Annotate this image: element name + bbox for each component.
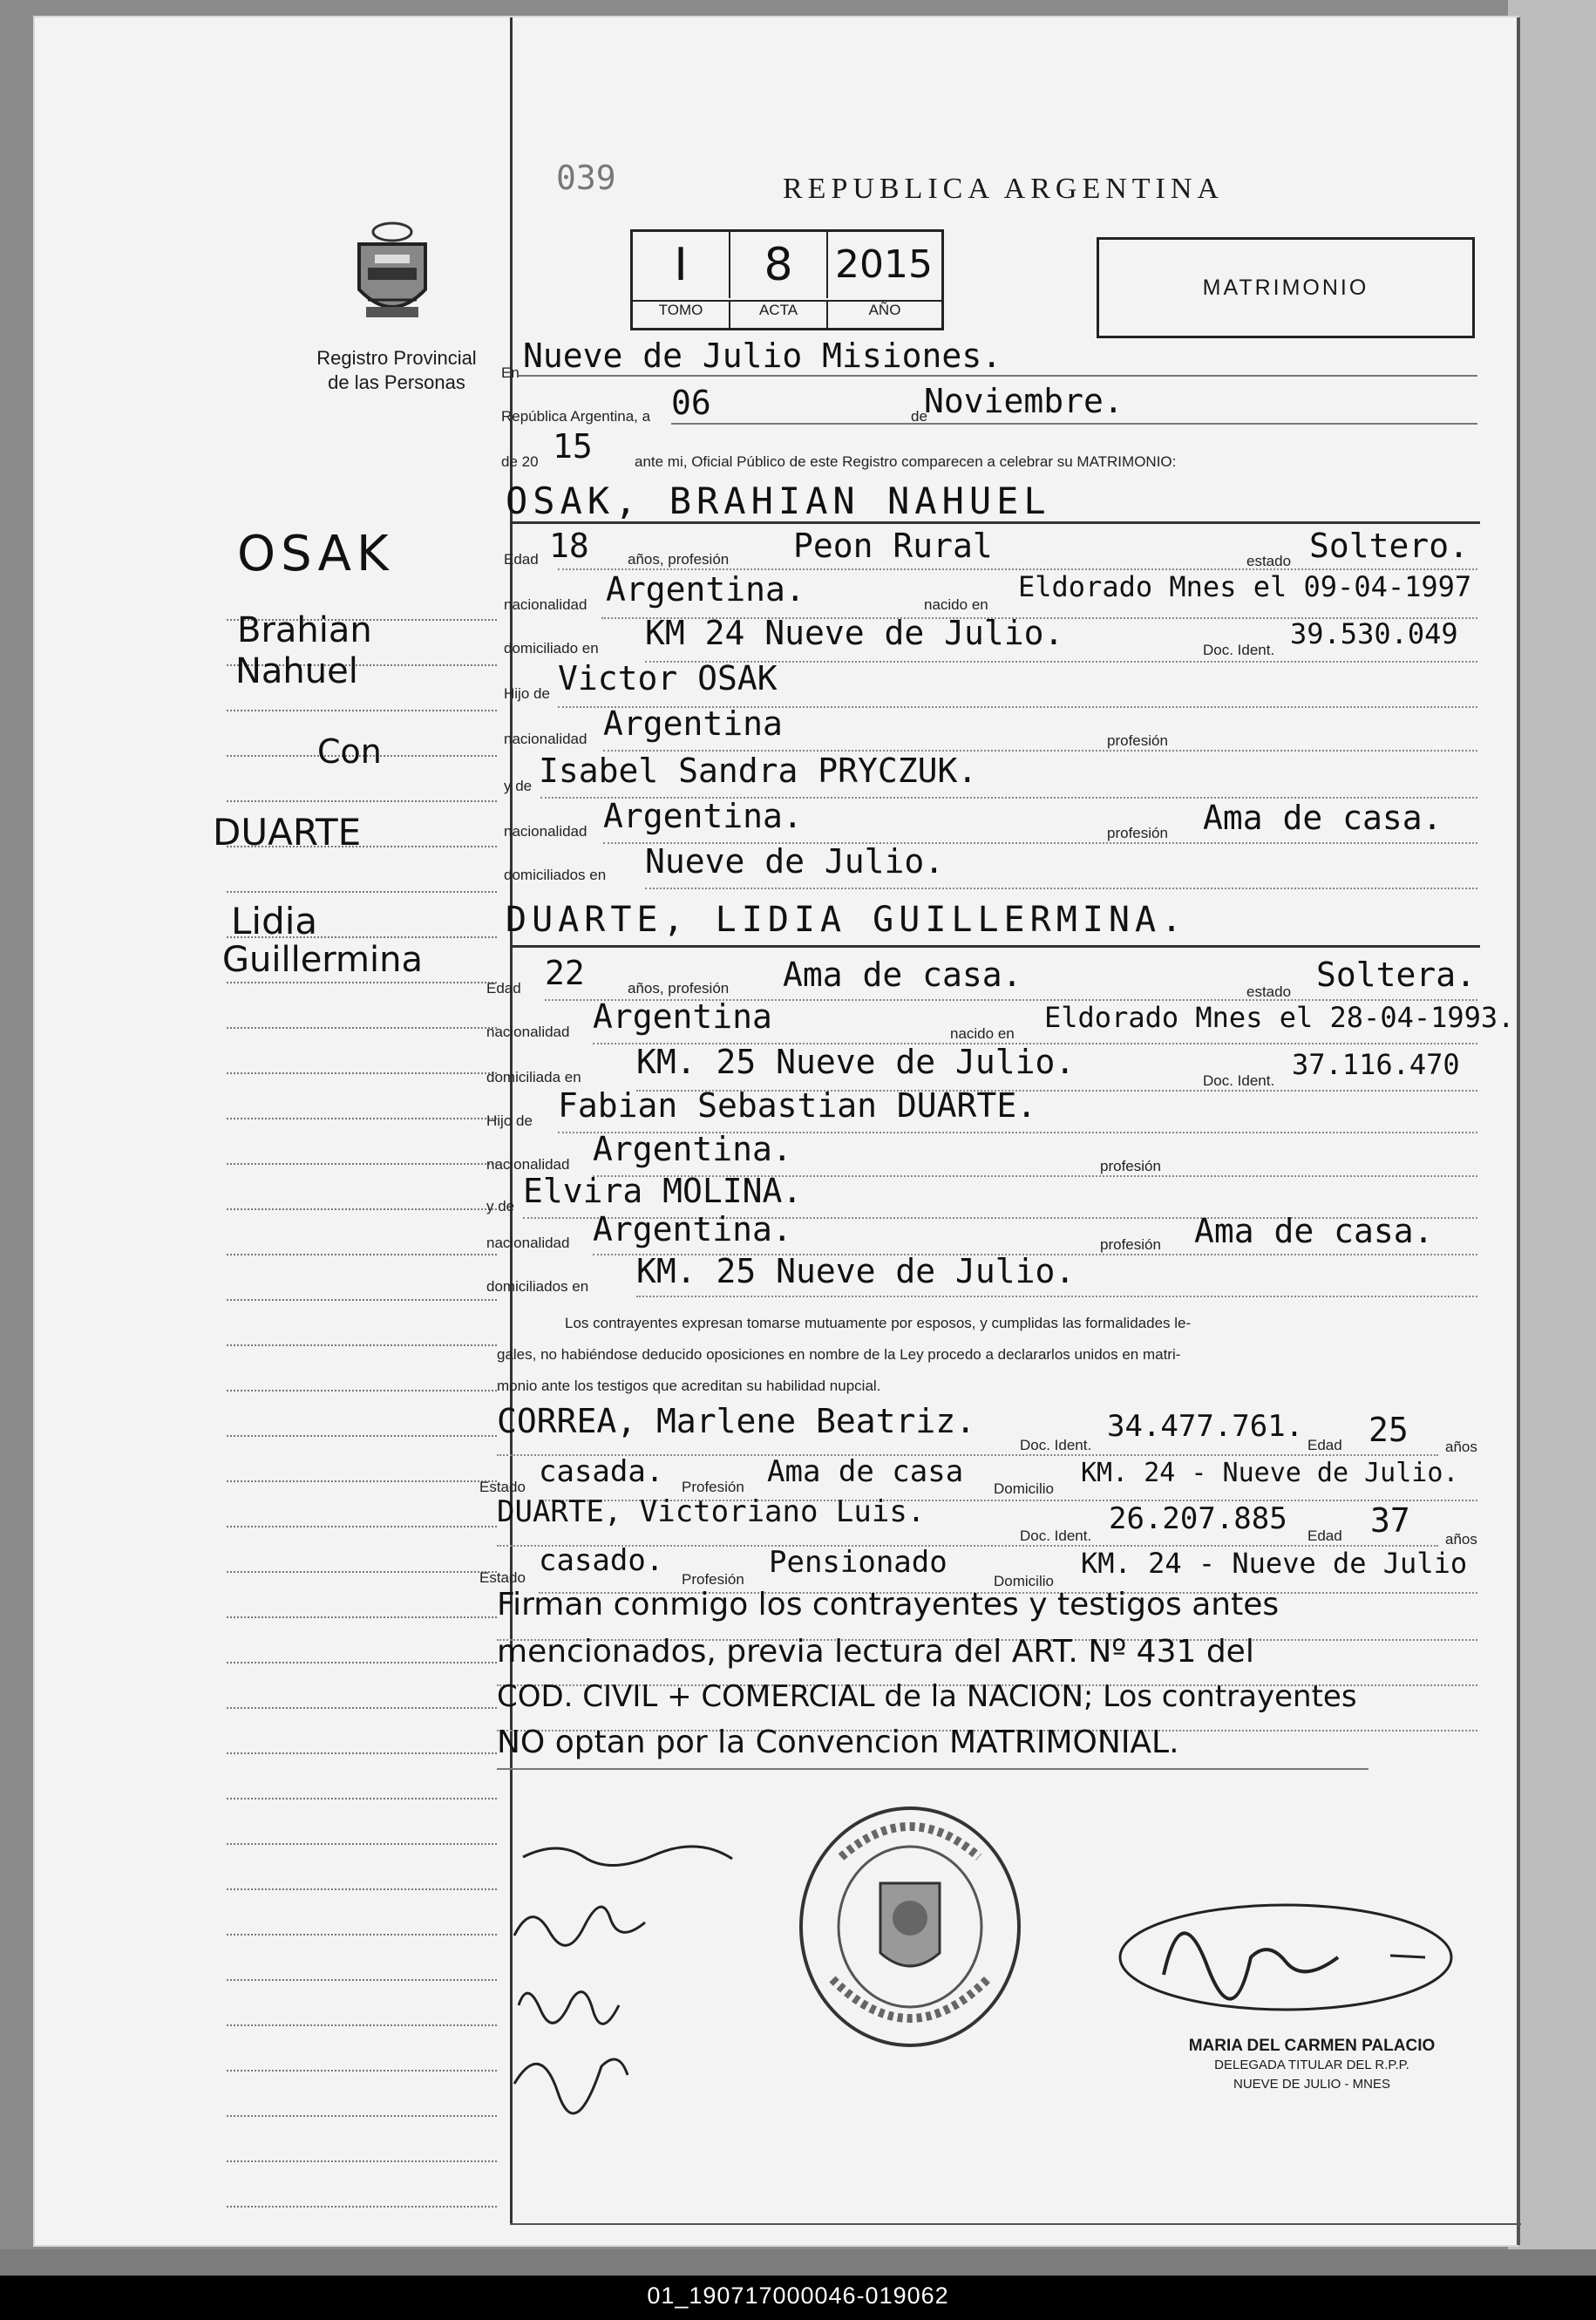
registry-label-line2: de las Personas xyxy=(328,371,465,393)
margin-dotted-line xyxy=(227,1526,497,1527)
act-type-box: MATRIMONIO xyxy=(1097,237,1475,338)
notes-line3: COD. CIVIL + COMERCIAL de la NACION; Los contrayentes xyxy=(497,1679,1357,1714)
witness2-domicile: KM. 24 - Nueve de Julio xyxy=(1081,1547,1468,1580)
bride-profession: Ama de casa. xyxy=(783,956,1022,994)
background-bottom xyxy=(0,2249,1596,2276)
groom-mother-prof-label: profesión xyxy=(1107,825,1168,841)
witness1-age: 25 xyxy=(1368,1411,1409,1449)
background-right xyxy=(1508,0,1596,2320)
margin-dotted-line xyxy=(227,2206,497,2208)
witness1-status: casada. xyxy=(539,1454,664,1489)
bride-nac-label: nacionalidad xyxy=(486,1024,570,1040)
margin-firstname-bride: Lidia xyxy=(231,900,318,942)
groom-estado-label: estado xyxy=(1246,553,1292,569)
witness2-status: casado. xyxy=(539,1543,664,1578)
rule xyxy=(645,888,1477,889)
witness2-name: DUARTE, Victoriano Luis. xyxy=(497,1494,926,1529)
witness1-name: CORREA, Marlene Beatriz. xyxy=(497,1402,976,1440)
witness1-dom-label: Domicilio xyxy=(994,1480,1054,1497)
margin-surname-bride: DUARTE xyxy=(213,811,362,854)
declaration-line3: monio ante los testigos que acreditan su habilidad nupcial. xyxy=(497,1378,881,1394)
margin-dotted-line xyxy=(227,2115,497,2117)
groom-doc: 39.530.049 xyxy=(1290,617,1458,650)
margin-dotted-line xyxy=(227,1254,497,1255)
bride-hijo-label: Hijo de xyxy=(486,1112,533,1129)
groom-dom-label: domiciliado en xyxy=(504,640,599,657)
groom-father-nationality: Argentina xyxy=(603,704,783,743)
official-name: MARIA DEL CARMEN PALACIO xyxy=(1188,2037,1436,2055)
coat-of-arms-logo xyxy=(349,220,436,329)
bride-anos-label: años, profesión xyxy=(628,980,730,997)
witness2-profession: Pensionado xyxy=(769,1545,947,1580)
document-page xyxy=(35,17,1517,2245)
margin-dotted-line xyxy=(227,1888,497,1890)
bride-father: Fabian Sebastian DUARTE. xyxy=(558,1086,1037,1125)
margin-dotted-line xyxy=(227,1752,497,1754)
bride-father-nationality: Argentina. xyxy=(593,1130,792,1168)
rule xyxy=(497,1768,1368,1770)
registry-label xyxy=(296,346,497,395)
notes-line1: Firman conmigo los contrayentes y testigos antes xyxy=(497,1587,1280,1623)
margin-con: Con xyxy=(317,732,382,771)
intro-sentence: ante mi, Oficial Público de este Registro comparecen a celebrar su MATRIMONIO: xyxy=(635,453,1177,470)
bride-born: Eldorado Mnes el 28-04-1993. xyxy=(1044,1001,1515,1034)
declaration-line1: Los contrayentes expresan tomarse mutuamente por esposos, y cumplidas las formalidades le- xyxy=(565,1315,1192,1331)
groom-parents-domicile: Nueve de Julio. xyxy=(645,842,945,881)
margin-dotted-line xyxy=(227,1299,497,1301)
bride-age: 22 xyxy=(545,954,585,992)
groom-anos-label: años, profesión xyxy=(628,551,730,568)
groom-father-prof-label: profesión xyxy=(1107,732,1168,749)
groom-nac-label: nacionalidad xyxy=(504,596,587,613)
witness1-estado-label: Estado xyxy=(479,1479,526,1495)
margin-dotted-line xyxy=(227,1118,497,1119)
year-label: de 20 xyxy=(501,453,539,470)
ano-label: AÑO xyxy=(828,300,941,328)
margin-dotted-line xyxy=(227,1934,497,1936)
page-bottom-border xyxy=(510,2223,1521,2225)
acta-value: 8 xyxy=(764,239,793,291)
official-stamp-text xyxy=(1168,2037,1456,2094)
margin-dotted-line xyxy=(227,1027,497,1029)
margin-dotted-line xyxy=(227,1798,497,1800)
groom-father-nac-label: nacionalidad xyxy=(504,731,587,747)
groom-mother-nationality: Argentina. xyxy=(603,797,803,835)
margin-dotted-line xyxy=(227,1435,497,1437)
en-label: En xyxy=(501,364,520,381)
rule xyxy=(513,945,1480,948)
groom-name: OSAK, BRAHIAN NAHUEL xyxy=(506,480,1051,522)
rule xyxy=(519,375,1477,377)
bride-mother-nac-label: nacionalidad xyxy=(486,1235,570,1251)
official-title: DELEGADA TITULAR DEL R.P.P. xyxy=(1214,2058,1409,2072)
bride-mother-prof-label: profesión xyxy=(1100,1236,1161,1253)
witness2-prof-label: Profesión xyxy=(682,1571,744,1588)
margin-dotted-line xyxy=(227,1571,497,1573)
groom-yde-label: y de xyxy=(504,778,533,794)
bride-status: Soltera. xyxy=(1316,956,1477,994)
margin-dotted-line xyxy=(227,2070,497,2072)
groom-father: Victor OSAK xyxy=(558,659,778,697)
ano-cell xyxy=(828,232,940,298)
margin-dotted-line xyxy=(227,1616,497,1618)
groom-profession: Peon Rural xyxy=(793,527,993,565)
witness1-prof-label: Profesión xyxy=(682,1479,744,1495)
witness2-estado-label: Estado xyxy=(479,1569,526,1586)
margin-dotted-line xyxy=(227,1843,497,1845)
bride-mother: Elvira MOLINA. xyxy=(523,1172,803,1210)
month-value: Noviembre. xyxy=(924,382,1124,420)
acta-cell xyxy=(730,232,828,298)
acta-label: ACTA xyxy=(730,300,828,328)
margin-dotted-line xyxy=(227,1979,497,1981)
witness2-dom-label: Domicilio xyxy=(994,1573,1054,1589)
republica-label: República Argentina, a xyxy=(501,408,651,425)
margin-dotted-line xyxy=(227,1707,497,1709)
bride-father-prof-label: profesión xyxy=(1100,1158,1161,1174)
groom-mother-profession: Ama de casa. xyxy=(1203,799,1443,837)
groom-parents-dom-label: domiciliados en xyxy=(504,867,607,883)
rule xyxy=(636,1296,1477,1297)
margin-surname-groom: OSAK xyxy=(237,526,394,582)
margin-dotted-line xyxy=(227,891,497,893)
official-signature xyxy=(1111,1861,1521,2036)
signatures-contrayentes xyxy=(506,1831,750,2145)
margin-dotted-line xyxy=(227,2160,497,2162)
groom-mother-nac-label: nacionalidad xyxy=(504,823,587,840)
bride-nacido-label: nacido en xyxy=(950,1025,1015,1042)
groom-doc-label: Doc. Ident. xyxy=(1203,642,1275,658)
bride-dom-label: domiciliada en xyxy=(486,1069,581,1085)
bride-father-nac-label: nacionalidad xyxy=(486,1156,570,1173)
witness2-age: 37 xyxy=(1370,1501,1410,1540)
margin-dotted-line xyxy=(227,1208,497,1210)
tomo-value: I xyxy=(674,239,688,291)
year-value: 15 xyxy=(553,427,593,466)
witness1-doc: 34.477.761. xyxy=(1107,1409,1304,1444)
witness1-profession: Ama de casa xyxy=(767,1454,964,1489)
margin-dotted-line xyxy=(227,1480,497,1482)
record-box xyxy=(630,229,944,330)
registry-label-line1: Registro Provincial xyxy=(316,347,477,369)
official-place: NUEVE DE JULIO - MNES xyxy=(1233,2077,1391,2092)
margin-dotted-line xyxy=(227,2024,497,2026)
margin-dotted-line xyxy=(227,1344,497,1346)
bride-doc: 37.116.470 xyxy=(1292,1048,1460,1081)
margin-dotted-line xyxy=(227,710,497,711)
de-label: de xyxy=(911,408,927,425)
margin-dotted-line xyxy=(227,1662,497,1663)
stamp-number: 039 xyxy=(556,159,616,197)
witness2-doc: 26.207.885 xyxy=(1109,1501,1287,1536)
margin-middlename-bride: Guillermina xyxy=(222,940,423,980)
tomo-cell xyxy=(633,232,730,298)
groom-mother: Isabel Sandra PRYCZUK. xyxy=(539,752,978,790)
groom-edad-label: Edad xyxy=(504,551,539,568)
groom-age: 18 xyxy=(549,527,589,565)
rule xyxy=(513,521,1480,524)
margin-dotted-line xyxy=(227,1390,497,1391)
margin-dotted-line xyxy=(227,800,497,802)
margin-dotted-line xyxy=(227,1072,497,1074)
bride-name: DUARTE, LIDIA GUILLERMINA. xyxy=(506,900,1188,940)
bride-parents-dom-label: domiciliados en xyxy=(486,1278,589,1295)
witness2-edad-label: Edad xyxy=(1307,1527,1342,1544)
tomo-label: TOMO xyxy=(633,300,730,328)
margin-middlename-groom: Nahuel xyxy=(235,651,358,691)
groom-hijo-label: Hijo de xyxy=(504,685,550,702)
groom-nacido-label: nacido en xyxy=(924,596,988,613)
bride-domicile: KM. 25 Nueve de Julio. xyxy=(636,1043,1076,1081)
bride-edad-label: Edad xyxy=(486,980,521,997)
notes-line4: NO optan por la Convencion MATRIMONIAL. xyxy=(497,1725,1179,1760)
groom-nationality: Argentina. xyxy=(606,570,805,609)
day-value: 06 xyxy=(671,384,711,422)
margin-firstname-groom: Brahian xyxy=(237,610,372,650)
witness1-anos-label: años xyxy=(1445,1439,1477,1455)
witness1-edad-label: Edad xyxy=(1307,1437,1342,1453)
witness1-doc-label: Doc. Ident. xyxy=(1020,1437,1092,1453)
bride-doc-label: Doc. Ident. xyxy=(1203,1072,1275,1089)
official-seal xyxy=(798,1805,1022,2049)
groom-born: Eldorado Mnes el 09-04-1997 xyxy=(1018,570,1472,603)
bride-yde-label: y de xyxy=(486,1198,515,1214)
witness2-anos-label: años xyxy=(1445,1531,1477,1548)
declaration-line2: gales, no habiéndose deducido oposiciones en nombre de la Ley procedo a declararlos unidos en matri- xyxy=(497,1346,1181,1363)
place-value: Nueve de Julio Misiones. xyxy=(523,337,1002,375)
margin-dotted-line xyxy=(227,1163,497,1165)
notes-line2: mencionados, previa lectura del ART. Nº 431 del xyxy=(497,1634,1254,1670)
bride-mother-profession: Ama de casa. xyxy=(1194,1212,1434,1250)
rule xyxy=(671,423,1477,425)
witness1-domicile: KM. 24 - Nueve de Julio. xyxy=(1081,1458,1459,1488)
witness2-doc-label: Doc. Ident. xyxy=(1020,1527,1092,1544)
margin-dotted-line xyxy=(227,982,497,983)
bride-estado-label: estado xyxy=(1246,983,1292,1000)
footer-id: 01_190717000046-019062 xyxy=(647,2283,949,2309)
groom-domicile: KM 24 Nueve de Julio. xyxy=(645,614,1064,652)
ano-value: 2015 xyxy=(835,242,933,287)
bride-parents-domicile: KM. 25 Nueve de Julio. xyxy=(636,1252,1076,1290)
bride-mother-nationality: Argentina. xyxy=(593,1210,792,1248)
groom-status: Soltero. xyxy=(1309,527,1470,565)
country-title: REPUBLICA ARGENTINA xyxy=(783,173,1224,205)
bride-nationality: Argentina xyxy=(593,997,772,1036)
